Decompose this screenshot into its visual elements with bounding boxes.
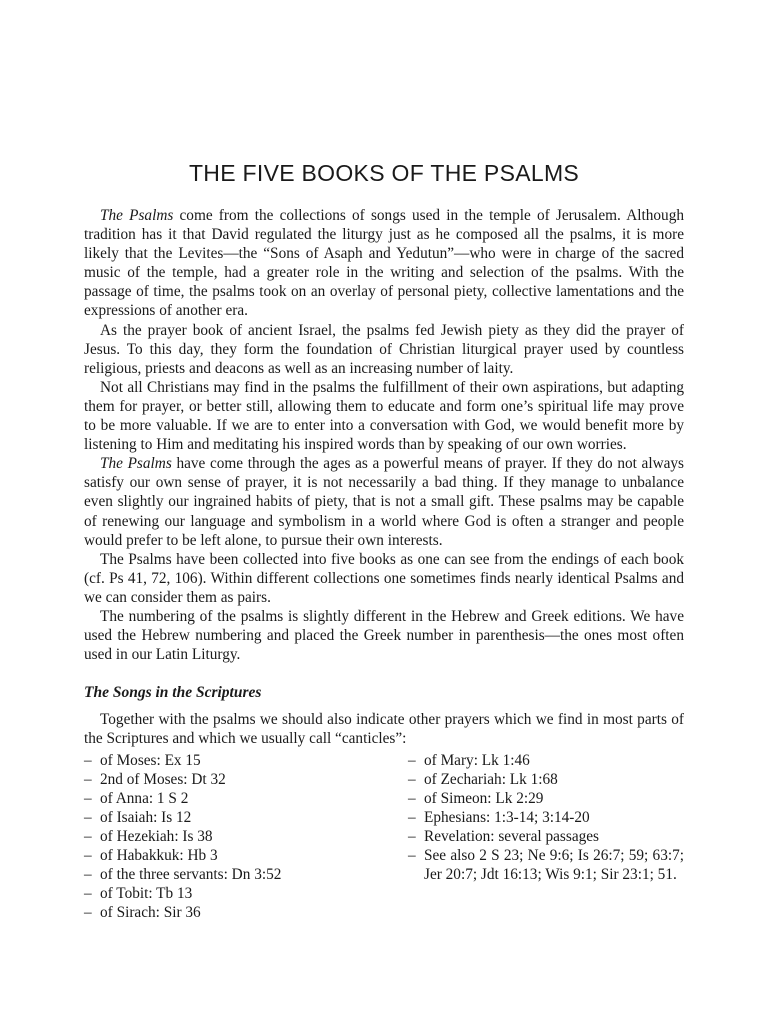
paragraph-1 (84, 206, 684, 321)
list-dash: – (84, 866, 92, 884)
section-intro: Together with the psalms we should also indicate other prayers which we find in most parts of the Scriptures and which we usually call “canticles”: (84, 711, 684, 748)
list-dash: – (408, 770, 416, 788)
canticle-item (408, 770, 684, 789)
canticle-item (84, 884, 384, 903)
list-dash: – (84, 827, 92, 845)
body-text (84, 206, 684, 922)
paragraph-text: have come through the ages as a powerful means of prayer. If they do not always satisfy our own sense of prayer, it is not necessarily a bad thing. If they manage to unbalance even slightly our ingrained habits of piety, that is not a small gift. These psalms may be capable of renewing our language and symbolism in a world where God is often a stranger and people would prefer to be left alone, to pursue their own interests. (84, 455, 685, 549)
list-dash: – (408, 808, 416, 826)
paragraph-text: As the prayer book of ancient Israel, the psalms fed Jewish piety as they did the prayer of Jesus. To this day, they form the foundation of Christian liturgical prayer used by countless religious, priests and deacons as well as an increasing number of laity. (84, 321, 684, 377)
list-dash: – (408, 827, 416, 845)
canticles-lists (84, 751, 684, 923)
canticle-reference: of Moses: Ex 15 (100, 751, 201, 769)
paragraph-4 (84, 454, 684, 549)
list-dash: – (84, 904, 92, 922)
list-dash: – (84, 751, 92, 769)
paragraph-text: The numbering of the psalms is slightly different in the Hebrew and Greek editions. We have used the Hebrew numbering and placed the Greek number in parenthesis—the ones most often used in our Latin Liturgy. (84, 607, 684, 664)
canticle-reference: of Hezekiah: Is 38 (100, 827, 213, 845)
canticle-item (408, 827, 684, 846)
canticle-item (84, 770, 384, 789)
canticle-reference: of the three servants: Dn 3:52 (100, 866, 282, 884)
list-dash: – (84, 847, 92, 864)
canticles-list-left (84, 751, 384, 923)
canticle-reference: of Zechariah: Lk 1:68 (424, 770, 558, 788)
list-dash: – (408, 789, 416, 807)
canticle-item (84, 846, 384, 865)
canticle-reference: of Simeon: Lk 2:29 (424, 789, 544, 807)
paragraph-text: come from the collections of songs used in the temple of Jerusalem. Although tradition has it that David regulated the liturgy just as he composed all the psalms, it is more likely that the Levites—the “Sons of Asaph and Yedutun”—who were in charge of the sacred music of the temple, had a greater role in the writing and selection of the psalms. With the passage of time, the psalms took on an overlay of personal piety, collective lamentations and the expressions of another era. (84, 207, 684, 320)
canticle-item (84, 827, 384, 846)
canticle-reference: of Tobit: Tb 13 (100, 885, 193, 903)
canticle-item (84, 789, 384, 808)
italic-lead: The Psalms (100, 455, 172, 473)
canticle-reference: 2nd of Moses: Dt 32 (100, 770, 226, 788)
paragraph-6 (84, 607, 684, 664)
section-heading: The Songs in the Scriptures (84, 684, 262, 702)
canticle-item (84, 751, 384, 770)
canticle-item (84, 808, 384, 827)
page-title: THE FIVE BOOKS OF THE PSALMS (188, 160, 580, 186)
list-dash: – (84, 789, 92, 807)
canticle-item (408, 846, 684, 884)
list-dash: – (84, 770, 92, 788)
canticle-item (408, 789, 684, 808)
canticle-item (84, 903, 384, 922)
canticle-item (408, 808, 684, 827)
canticle-reference: Revelation: several passages (424, 827, 600, 845)
canticle-item (408, 751, 684, 770)
list-dash: – (84, 885, 92, 903)
canticle-reference: Ephesians: 1:3-14; 3:14-20 (424, 808, 590, 826)
paragraph-2 (84, 321, 684, 378)
list-dash: – (408, 847, 416, 864)
paragraph-3 (84, 378, 684, 454)
canticle-item (84, 865, 384, 884)
canticle-reference: See also 2 S 23; Ne 9:6; Is 26:7; 59; 63:7; Jer 20:7; Jdt 16:13; Wis 9:1; Sir 23:1; 51. (424, 847, 684, 884)
italic-lead: The Psalms (100, 207, 174, 224)
canticle-reference: of Habakkuk: Hb 3 (100, 847, 218, 864)
canticle-reference: of Sirach: Sir 36 (100, 904, 201, 922)
canticle-reference: of Isaiah: Is 12 (100, 808, 192, 826)
paragraph-text: The Psalms have been collected into five books as one can see from the endings of each book (cf. Ps 41, 72, 106). Within different collections one sometimes finds nearly identical Psalms and we can consider them as pairs. (84, 550, 684, 606)
canticle-reference: of Anna: 1 S 2 (100, 789, 189, 807)
list-dash: – (84, 808, 92, 826)
paragraph-5 (84, 550, 684, 607)
canticles-list-right (408, 751, 684, 923)
paragraph-text: Not all Christians may find in the psalms the fulfillment of their own aspirations, but adapting them for prayer, or better still, allowing them to educate and form one’s spiritual life may prove to be more valuable. If we are to enter into a conversation with God, we would benefit more by listening to Him and meditating his inspired words than by speaking of our own worries. (84, 378, 684, 454)
list-dash: – (408, 751, 416, 769)
canticle-reference: of Mary: Lk 1:46 (424, 751, 530, 769)
